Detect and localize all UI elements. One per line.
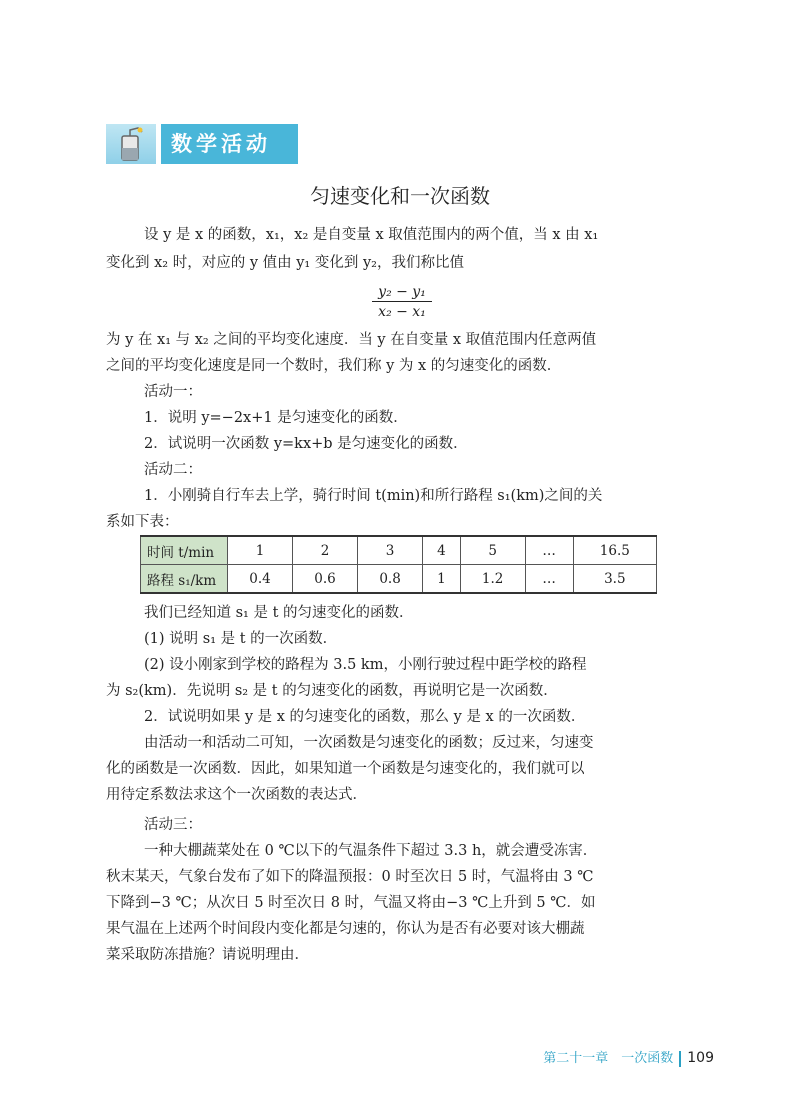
footer-divider	[679, 1051, 681, 1067]
article-title: 匀速变化和一次函数	[310, 184, 490, 208]
activity-2-item-1: 1．小刚骑自行车去上学，骑行时间 t(min)和所行路程 s₁(km)之间的关	[144, 488, 603, 504]
row-header-distance: 路程 s₁/km	[141, 565, 228, 594]
table-cell: 5	[460, 536, 525, 565]
fraction-numerator: y₂ − y₁	[372, 284, 432, 302]
intro-line-3: 为 y 在 x₁ 与 x₂ 之间的平均变化速度．当 y 在自变量 x 取值范围内任意两值	[106, 332, 597, 348]
flask-icon	[106, 124, 156, 164]
table-cell: …	[525, 536, 573, 565]
table-cell: 2	[293, 536, 358, 565]
table-cell: 0.4	[228, 565, 293, 594]
page-footer	[543, 1047, 714, 1067]
after-table-line-1: 我们已经知道 s₁ 是 t 的匀速变化的函数．	[144, 605, 414, 621]
table-cell: 3.5	[573, 565, 656, 594]
section-title: 数学活动	[161, 124, 298, 164]
after-table-line-2: (1) 说明 s₁ 是 t 的一次函数．	[144, 631, 338, 647]
after-table-line-4: 为 s₂(km)．先说明 s₂ 是 t 的匀速变化的函数，再说明它是一次函数．	[106, 683, 558, 699]
fraction-denominator: x₂ − x₁	[378, 304, 426, 320]
after-table-line-7: 化的函数是一次函数．因此，如果知道一个函数是匀速变化的，我们就可以	[106, 761, 585, 777]
section-header	[106, 124, 298, 164]
table-cell: 16.5	[573, 536, 656, 565]
table-row	[141, 536, 657, 565]
chapter-label: 第二十一章 一次函数	[543, 1051, 674, 1066]
after-table-line-5: 2．试说明如果 y 是 x 的匀速变化的函数，那么 y 是 x 的一次函数．	[144, 709, 586, 725]
activity-1-item-1: 1．说明 y=−2x+1 是匀速变化的函数．	[144, 410, 408, 426]
time-distance-table	[140, 535, 657, 594]
intro-line-2: 变化到 x₂ 时，对应的 y 值由 y₁ 变化到 y₂，我们称比值	[106, 255, 464, 271]
rate-fraction	[372, 284, 432, 320]
activity-3-line-4: 果气温在上述两个时间段内变化都是匀速的，你认为是否有必要对该大棚蔬	[106, 921, 585, 937]
table-cell: 1	[228, 536, 293, 565]
table-cell: …	[525, 565, 573, 594]
intro-line-1: 设 y 是 x 的函数，x₁，x₂ 是自变量 x 取值范围内的两个值，当 x 由 x₁	[144, 227, 599, 243]
activity-3-line-5: 菜采取防冻措施？请说明理由．	[106, 947, 309, 963]
table-cell: 0.8	[358, 565, 423, 594]
after-table-line-6: 由活动一和活动二可知，一次函数是匀速变化的函数；反过来，匀速变	[144, 735, 594, 751]
intro-line-4: 之间的平均变化速度是同一个数时，我们称 y 为 x 的匀速变化的函数．	[106, 358, 562, 374]
activity-3-label: 活动三：	[144, 817, 202, 833]
table-cell: 1	[423, 565, 461, 594]
activity-2-item-1-cont: 系如下表：	[106, 514, 179, 530]
activity-3-line-2: 秋末某天，气象台发布了如下的降温预报：0 时至次日 5 时，气温将由 3 ℃	[106, 869, 594, 885]
table-cell: 4	[423, 536, 461, 565]
activity-3-line-1: 一种大棚蔬菜处在 0 ℃以下的气温条件下超过 3.3 h，就会遭受冻害．	[144, 843, 598, 859]
table-cell: 1.2	[460, 565, 525, 594]
table-cell: 3	[358, 536, 423, 565]
activity-1-label: 活动一：	[144, 384, 202, 400]
activity-1-item-2: 2．试说明一次函数 y=kx+b 是匀速变化的函数．	[144, 436, 468, 452]
row-header-time: 时间 t/min	[141, 536, 228, 565]
activity-3-line-3: 下降到−3 ℃；从次日 5 时至次日 8 时，气温又将由−3 ℃上升到 5 ℃．如	[106, 895, 596, 911]
after-table-line-3: (2) 设小刚家到学校的路程为 3.5 km，小刚行驶过程中距学校的路程	[144, 657, 587, 673]
page-number: 109	[687, 1050, 714, 1066]
after-table-line-8: 用待定系数法求这个一次函数的表达式．	[106, 787, 367, 803]
activity-2-label: 活动二：	[144, 462, 202, 478]
table-cell: 0.6	[293, 565, 358, 594]
table-row	[141, 565, 657, 594]
